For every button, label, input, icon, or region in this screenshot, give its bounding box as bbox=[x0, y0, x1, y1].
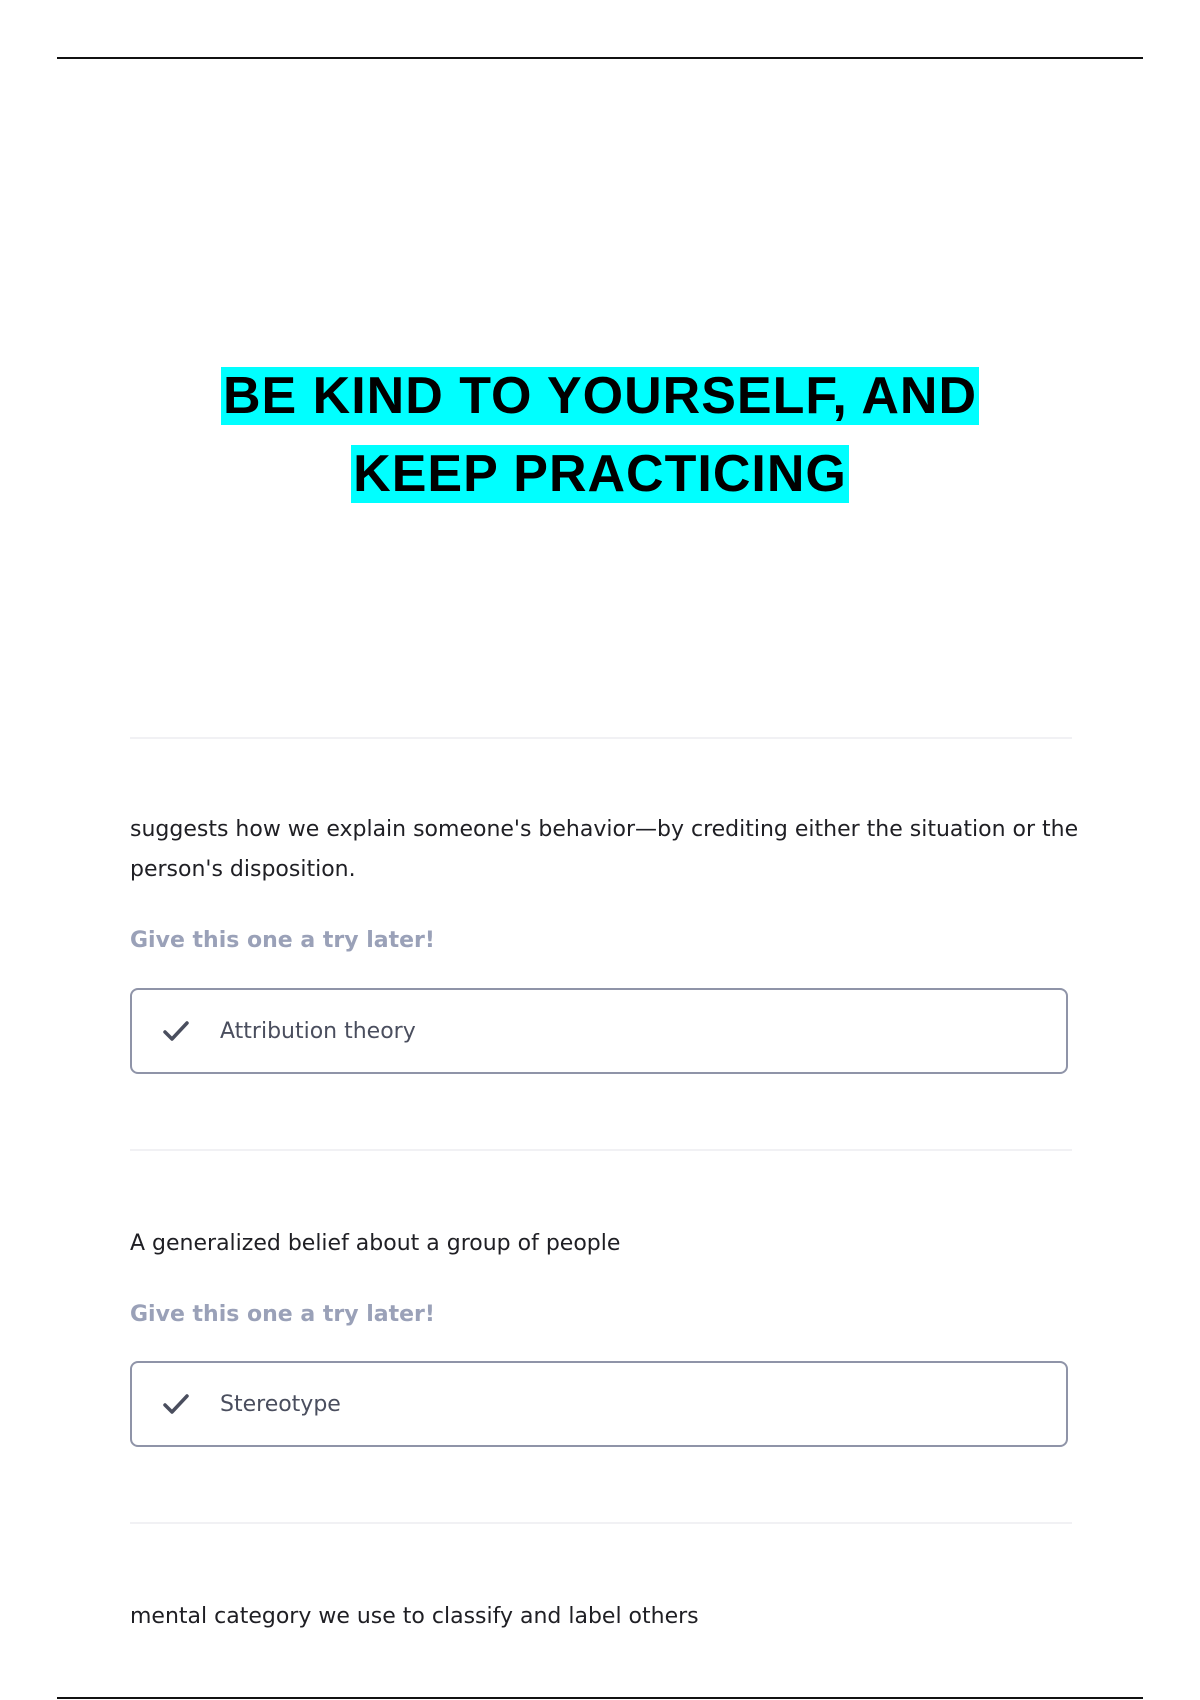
try-later-hint[interactable]: Give this one a try later! bbox=[130, 928, 435, 953]
answer-option[interactable] bbox=[130, 988, 1068, 1074]
question-text: mental category we use to classify and label others bbox=[130, 1604, 699, 1629]
answer-label: Attribution theory bbox=[220, 1018, 416, 1044]
banner-text-1: BE KIND TO YOURSELF, AND bbox=[222, 367, 977, 425]
answer-option[interactable] bbox=[130, 1361, 1068, 1447]
card-divider bbox=[130, 737, 1072, 739]
check-icon bbox=[160, 1388, 192, 1420]
banner-text-2: KEEP PRACTICING bbox=[353, 445, 847, 503]
try-later-hint[interactable]: Give this one a try later! bbox=[130, 1302, 435, 1327]
answer-label: Stereotype bbox=[220, 1391, 341, 1417]
banner-line-1 bbox=[0, 360, 1200, 432]
check-icon bbox=[160, 1015, 192, 1047]
page-top-rule bbox=[57, 57, 1143, 59]
banner-line-2 bbox=[0, 438, 1200, 510]
card-divider bbox=[130, 1149, 1072, 1151]
question-text: A generalized belief about a group of people bbox=[130, 1231, 621, 1256]
motivational-banner bbox=[0, 360, 1200, 516]
question-text: suggests how we explain someone's behavior—by crediting either the situation or the person's disposition. bbox=[130, 817, 1079, 882]
card-divider bbox=[130, 1522, 1072, 1524]
page-bottom-rule bbox=[57, 1697, 1143, 1699]
